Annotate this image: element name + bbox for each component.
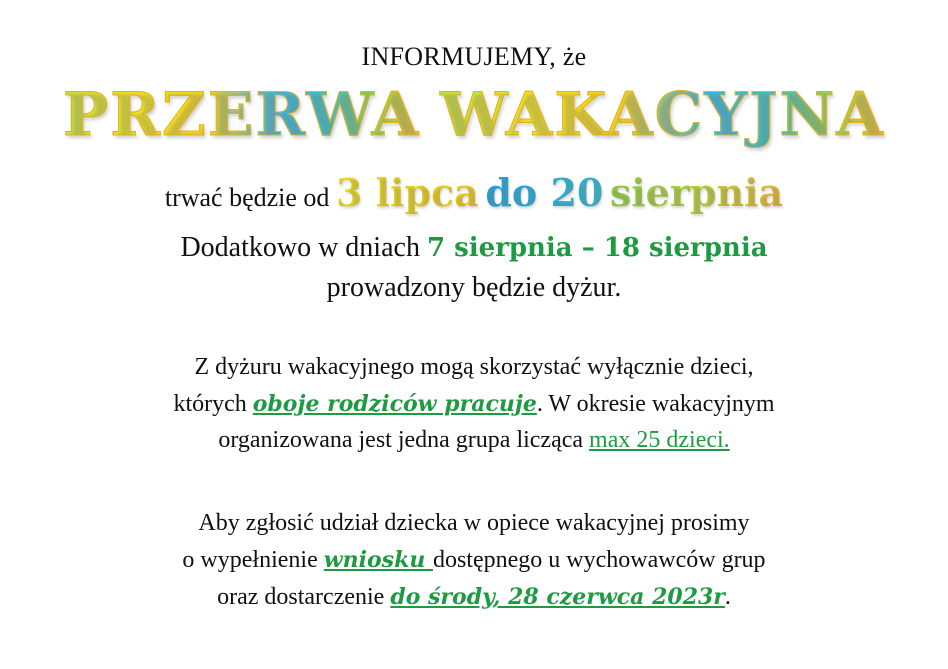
application-line-3 [0,584,948,611]
duty-line-2: prowadzony będzie dyżur. [326,272,622,303]
vacation-dates [0,170,948,215]
dates-prefix: trwać będzie od [164,183,336,212]
application-line-1: Aby zgłosić udział dziecka w opiece wakacyjnej prosimy [198,510,750,536]
duty-line-1 [0,232,948,264]
eligibility-text: których [173,391,253,417]
duty-date-range: 7 sierpnia – 18 sierpnia [426,233,768,263]
application-form-link[interactable]: wniosku [323,547,433,573]
date-end: sierpnia [609,170,784,215]
deadline-highlight: do środy, 28 czerwca 2023r [390,584,725,610]
date-start: 3 lipca [335,170,479,215]
group-text: organizowana jest jedna grupa licząca [218,427,590,453]
eligibility-line-1: Z dyżuru wakacyjnego mogą skorzystać wyłącznie dzieci, [194,354,754,380]
title-word-przerwa: PRZERWA [63,80,421,150]
title-word-wakacyjna: WAKACYJNA [440,80,885,150]
application-text: o wypełnienie [182,547,324,573]
application-line-2 [0,547,948,574]
duty-prefix: Dodatkowo w dniach [180,232,427,263]
max-children-highlight: max 25 dzieci. [589,427,730,453]
date-to: do 20 [485,170,604,215]
application-text: dostępnego u wychowawców grup [432,547,766,573]
page-title [0,80,948,150]
deadline-text: oraz dostarczenie [217,584,391,610]
deadline-text: . [724,584,731,610]
intro-text: INFORMUJEMY, że [361,42,587,71]
both-parents-working-highlight: oboje rodziców pracuje [252,391,537,417]
eligibility-text: . W okresie wakacyjnym [536,391,775,417]
eligibility-line-3 [0,427,948,454]
eligibility-line-2 [0,391,948,418]
